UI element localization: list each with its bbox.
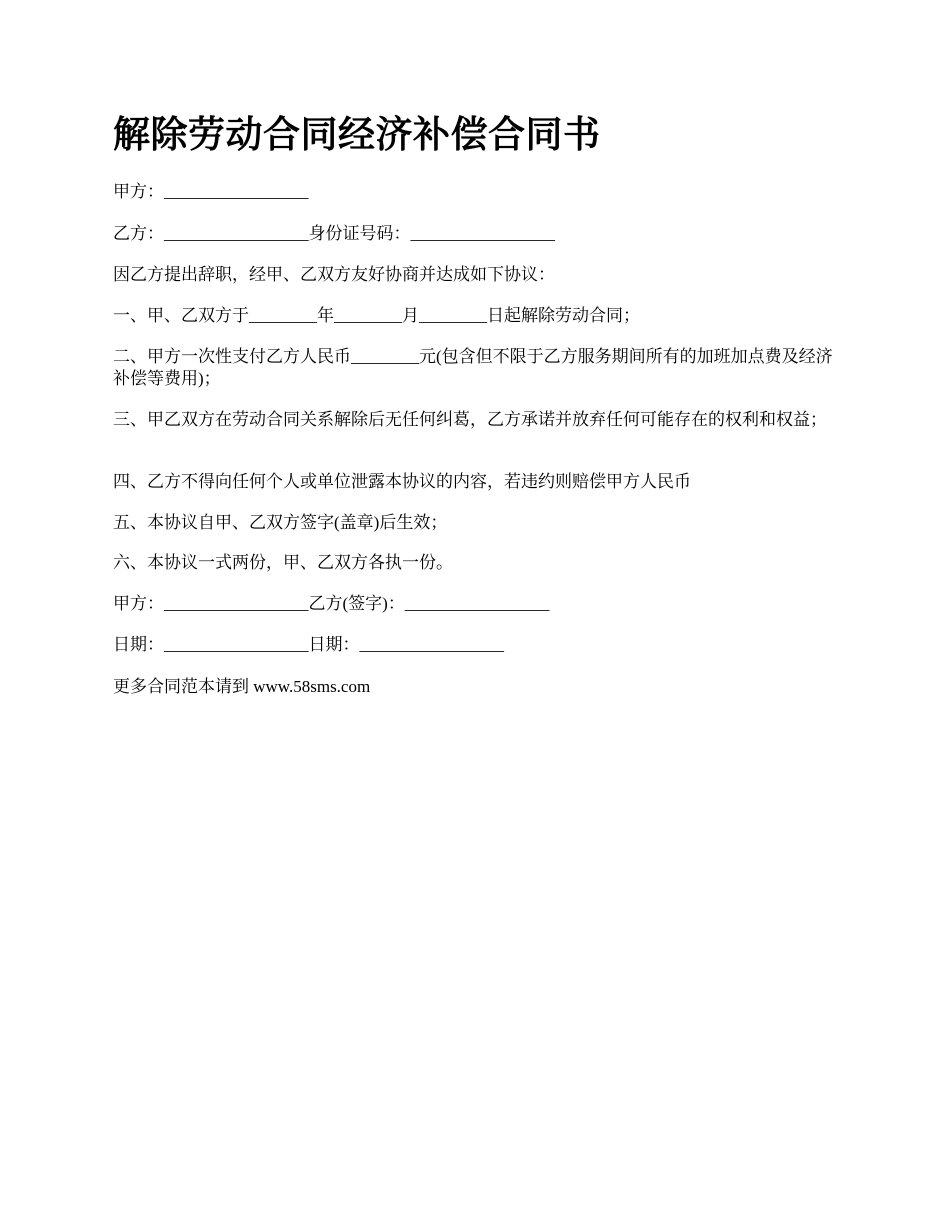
date-line: 日期：_________________日期：_________________: [113, 635, 504, 654]
intro-paragraph: 因乙方提出辞职，经甲、乙双方友好协商并达成如下协议：: [113, 265, 555, 284]
document-title: 解除劳动合同经济补偿合同书: [113, 115, 601, 156]
party-b-id-line: 乙方：_________________身份证号码：_________________: [113, 224, 555, 243]
clause-1: 一、甲、乙双方于________年________月________日起解除劳动合同；: [113, 306, 640, 325]
footer-note: 更多合同范本请到 www.58sms.com: [113, 677, 371, 696]
clause-6: 六、本协议一式两份，甲、乙双方各执一份。: [113, 553, 453, 572]
signature-line: 甲方：_________________乙方(签字)：_________________: [113, 594, 550, 613]
clause-3: 三、甲乙双方在劳动合同关系解除后无任何纠葛，乙方承诺并放弃任何可能存在的权利和权益；: [113, 410, 827, 429]
party-a-line: 甲方：_________________: [113, 182, 309, 201]
clause-5: 五、本协议自甲、乙双方签字(盖章)后生效；: [113, 513, 448, 532]
clause-4: 四、乙方不得向任何个人或单位泄露本协议的内容，若违约则赔偿甲方人民币: [113, 472, 691, 491]
clause-2: 二、甲方一次性支付乙方人民币________元(包含但不限于乙方服务期间所有的加班加点费及经济补偿等费用)；: [113, 347, 833, 388]
